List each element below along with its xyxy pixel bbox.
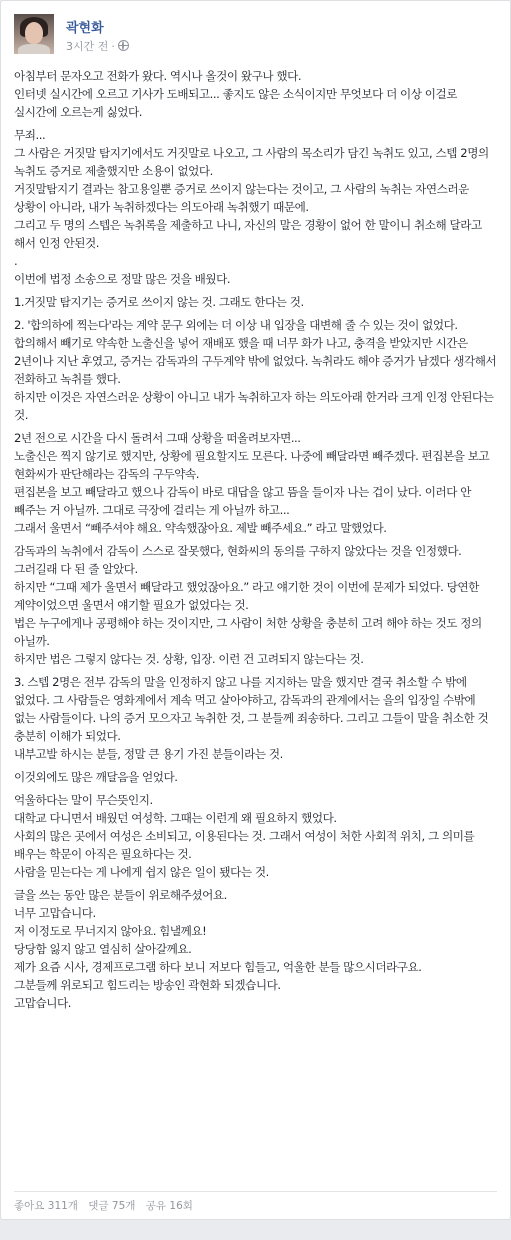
author-name[interactable]: 곽현화 [66, 21, 104, 36]
shares-count[interactable]: 공유 16회 [145, 1200, 193, 1212]
divider [14, 1191, 497, 1192]
likes-count[interactable]: 좋아요 311개 [14, 1200, 78, 1212]
post-timestamp[interactable]: 3시간 전 [66, 40, 109, 53]
post-meta [66, 38, 129, 54]
post-paragraph: 3. 스텝 2명은 전부 감독의 말을 인정하지 않고 나를 지지하는 말을 했지만 결국 취소할 수 밖에 없었다. 그 사람들은 영화계에서 계속 먹고 살아야하고, 감독과의 관계에서는 을의 입장일 수밖에 없는 사람들이다. 나의 증거 모으자고 녹취한 것, 그 분들께 죄송하다. 그리고 그들이 말을 취소한 것 충분히 이해가 되었다. 내부고발 하시는 분들, 정말 큰 용기 가진 분들이라는 것. [14, 675, 489, 761]
post-body [14, 67, 500, 1017]
post-paragraph: 글을 쓰는 동안 많은 분들이 위로해주셨어요. 너무 고맙습니다. 저 이정도로 무너지지 않아요. 힘낼께요! 당당함 잃지 않고 열심히 살아갈께요. 제가 요즘 시사, 경제프로그램 하다 보니 저보다 힘들고, 억울한 분들 많으시더라구요. 그분들께 위로되고 힘드리는 방송인 곽현화 되겠습니다. 고맙습니다. [14, 888, 422, 1010]
post-stats [14, 1198, 200, 1213]
globe-icon[interactable] [118, 40, 129, 51]
post-paragraph: 2. '합의하에 찍는다'라는 계약 문구 외에는 더 이상 내 입장을 대변해 줄 수 있는 것이 없었다. 합의해서 빼기로 약속한 노출신을 넣어 재배포 했을 때 너무 화가 나고, 충격을 받았지만 시간은 2년이나 지난 후였고, 증거는 감독과의 구두계약 밖에 없었다. 녹취라도 해야 증거가 남겠다 생각해서 전화하고 녹취를 했다. 하지만 이것은 자연스러운 상황이 아니고 내가 녹취하고자 하는 의도아래 한거라 크게 인정 안된다는 것. [14, 318, 497, 422]
post-paragraph: 아침부터 문자오고 전화가 왔다. 역시나 올것이 왔구나 했다. 인터넷 실시간에 오르고 기사가 도배되고... 좋지도 않은 소식이지만 무엇보다 더 이상 이걸로 실시간에 오르는게 싫었다. [14, 69, 458, 119]
post-paragraph: 무죄... 그 사람은 거짓말 탐지기에서도 거짓말로 나오고, 그 사람의 목소리가 담긴 녹취도 있고, 스텝 2명의 녹취도 증거로 제출했지만 소용이 없었다. 거짓말탐지기 결과는 참고용일뿐 증거로 쓰이지 않는다는 것이고, 그 사람의 녹취는 자연스러운 상황이 아니라, 내가 녹취하겠다는 의도아래 녹취했기 때문에. 그리고 두 명의 스텝은 녹취록을 제출하고 나니, 자신의 말은 경황이 없어 한 말이니 취소해 달라고 해서 인정 안된것. . 이번에 법정 소송으로 정말 많은 것을 배웠다. [14, 128, 489, 286]
post-paragraph: 감독과의 녹취에서 감독이 스스로 잘못했다, 현화씨의 동의를 구하지 않았다는 것을 인정했다. 그러길래 다 된 줄 알았다. 하지만 “그때 제가 울면서 빼달라고 했었잖아요.” 라고 얘기한 것이 이번에 문제가 되었다. 당연한 계약이었으면 울면서 얘기할 필요가 없었다는 것. 법은 누구에게나 공평해야 하는 것이지만, 그 사람이 처한 상황을 충분히 고려 해야 하는 것도 정의 아닐까. 하지만 법은 그렇지 않다는 것. 상황, 입장. 이런 건 고려되지 않는다는 것. [14, 544, 482, 666]
meta-separator: · [111, 40, 115, 53]
post-paragraph: 1.거짓말 탐지기는 증거로 쓰이지 않는 것. 그래도 한다는 것. [14, 295, 304, 309]
post-paragraph: 억울하다는 말이 무슨뜻인지. 대학교 다니면서 배웠던 여성학. 그때는 이런게 왜 필요하지 했었다. 사회의 많은 곳에서 여성은 소비되고, 이용된다는 것. 그래서 여성이 처한 사회적 위치, 그 의미를 배우는 학문이 아직은 필요하다는 것. 사람을 믿는다는 게 나에게 쉽지 않은 일이 됐다는 것. [14, 793, 475, 879]
comments-count[interactable]: 댓글 75개 [88, 1200, 136, 1212]
avatar[interactable] [14, 14, 54, 54]
post-paragraph: 이것외에도 많은 깨달음을 얻었다. [14, 770, 178, 784]
post-paragraph: 2년 전으로 시간을 다시 돌려서 그때 상황을 떠올려보자면... 노출신은 찍지 않기로 했지만, 상황에 필요할지도 모른다. 나중에 빼달라면 빼주겠다. 편집본을 보고 현화씨가 판단해라는 감독의 구두약속. 편집본을 보고 빼달라고 했으나 감독이 바로 대답을 않고 뜸을 들이자 나는 겁이 났다. 이러다 안 빼주는 거 아닐까. 그대로 극장에 걸리는 게 아닐까 하고... 그래서 울면서 “빼주셔야 해요. 약속했잖아요. 제발 빼주세요.” 라고 말했었다. [14, 431, 490, 535]
